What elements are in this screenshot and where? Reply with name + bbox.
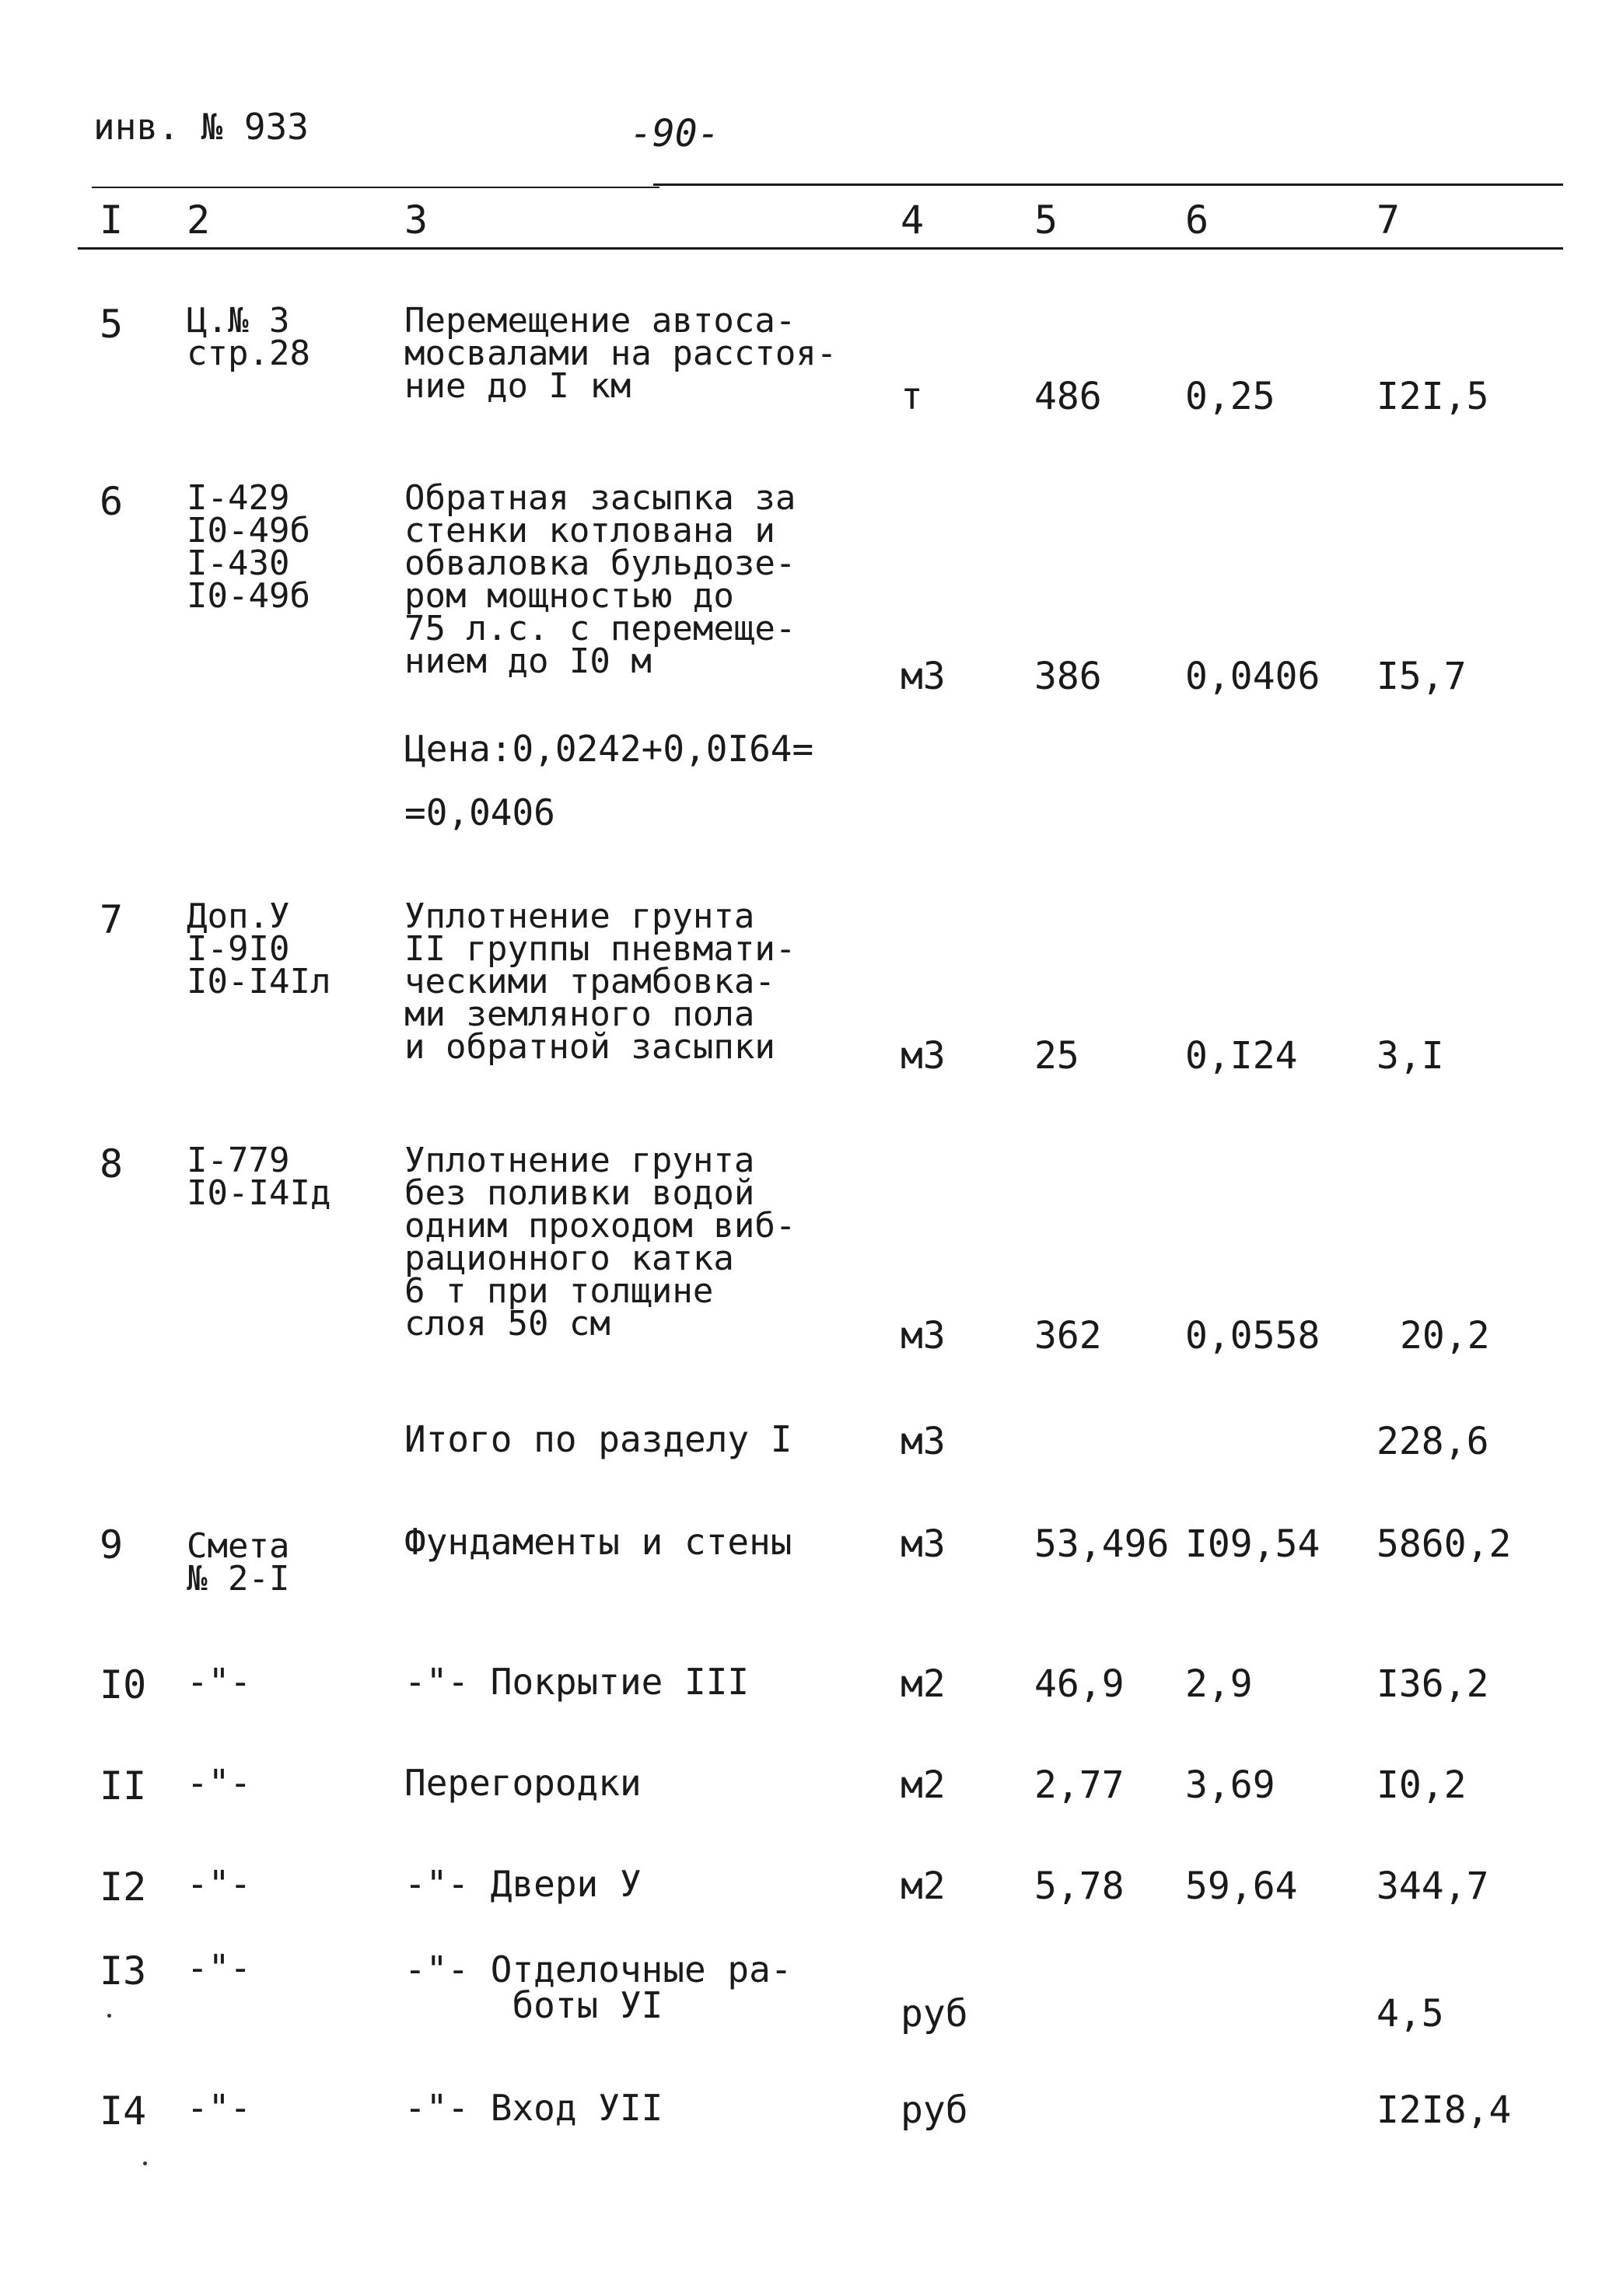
row-unit: т [901,375,923,418]
row-description: Уплотнение грунта II группы пневмати- ческими трамбовка- ми земляного пола и обратной засыпки [404,896,796,1067]
row-number: I3 [100,1948,147,1994]
row-quantity: 362 [1034,1314,1102,1358]
row-total: I36,2 [1376,1662,1489,1706]
row-number: I2 [100,1864,147,1910]
row-number: 8 [100,1141,124,1186]
col-header-5: 5 [1034,197,1058,243]
price-note-result: =0,0406 [404,792,555,833]
row-description: Фундаменты и стены [404,1521,792,1563]
row-code: Доп.У I-9I0 I0-I4Iл [187,896,331,1001]
price-note: Цена:0,0242+0,0I64= [404,728,814,770]
row-unit: м3 [901,655,946,698]
row-code: -"- [187,1762,252,1804]
row-total: I2I8,4 [1376,2088,1512,2132]
row-code: Ц.№ 3 стр.28 [187,301,310,373]
row-total: 5860,2 [1376,1522,1512,1566]
row-description: Уплотнение грунта без поливки водой одним проходом виб- рационного катка 6 т при толщине слоя 50 см [404,1141,796,1344]
col-header-7: 7 [1376,197,1401,243]
top-rule [653,183,1563,186]
row-number: I4 [100,2088,147,2133]
row-price: 0,I24 [1185,1034,1298,1078]
row-code: -"- [187,2087,252,2129]
row-description: Обратная засыпка за стенки котлована и обваловка бульдозе- ром мощностью до 75 л.с. с перемеще- нием до I0 м [404,478,796,681]
col-header-4: 4 [901,197,925,243]
row-quantity: 2,77 [1034,1763,1125,1807]
row-total: 3,I [1376,1034,1444,1078]
row-number: 7 [100,897,124,942]
row-total: 20,2 [1400,1314,1490,1358]
row-unit: руб [901,1992,968,2036]
ink-speck [107,2014,111,2018]
row-code: I-779 I0-I4Iд [187,1141,331,1213]
row-number: I0 [100,1662,147,1707]
row-quantity: 486 [1034,375,1102,418]
row-description: Перегородки [404,1762,642,1804]
row-code: -"- [187,1947,252,1989]
row-total: 4,5 [1376,1992,1444,2036]
col-header-3: 3 [404,197,428,243]
row-price: 3,69 [1185,1763,1275,1807]
row-code: -"- [187,1863,252,1905]
row-quantity: 5,78 [1034,1864,1125,1908]
row-unit: руб [901,2088,968,2132]
row-price: 0,0406 [1185,655,1320,698]
row-description: Перемещение автоса- мосвалами на расстоя- ние до I км [404,301,838,406]
col-header-1: I [100,197,124,243]
row-unit: м2 [901,1864,946,1908]
col-header-2: 2 [187,197,211,243]
row-number: 9 [100,1522,124,1567]
row-quantity: 25 [1034,1034,1079,1078]
row-unit: м3 [901,1034,946,1078]
row-code: I-429 I0-49б I-430 I0-49б [187,478,310,616]
inventory-number: инв. № 933 [93,106,309,148]
row-code: Смета № 2-I [187,1526,290,1599]
row-code: -"- [187,1661,252,1703]
row-unit: м2 [901,1763,946,1807]
subtotal-label: Итого по разделу I [404,1418,792,1460]
row-unit: м3 [901,1314,946,1358]
row-number: 6 [100,479,124,524]
row-description: -"- Отделочные ра- боты УI [404,1948,792,2026]
row-unit: м2 [901,1662,946,1706]
row-number: II [100,1763,147,1808]
row-price: 2,9 [1185,1662,1253,1706]
ink-speck [143,2161,147,2165]
row-total: I0,2 [1376,1763,1467,1807]
row-description: -"- Вход УII [404,2087,663,2129]
row-number: 5 [100,302,124,347]
row-quantity: 46,9 [1034,1662,1125,1706]
row-total: 344,7 [1376,1864,1489,1908]
row-price: 0,0558 [1185,1314,1320,1358]
row-total: I2I,5 [1376,375,1489,418]
top-rule-left [92,187,659,188]
row-price: 59,64 [1185,1864,1298,1908]
row-price: 0,25 [1185,375,1275,418]
row-unit: м3 [901,1420,946,1463]
row-description: -"- Покрытие III [404,1661,750,1703]
row-total: 228,6 [1376,1420,1489,1463]
col-header-6: 6 [1185,197,1209,243]
row-unit: м3 [901,1522,946,1566]
row-quantity: 53,496 [1034,1522,1170,1566]
header-rule [78,247,1563,250]
row-quantity: 386 [1034,655,1102,698]
row-description: -"- Двери У [404,1863,642,1905]
page-number: -90- [630,112,720,156]
row-total: I5,7 [1376,655,1467,698]
row-price: I09,54 [1185,1522,1320,1566]
